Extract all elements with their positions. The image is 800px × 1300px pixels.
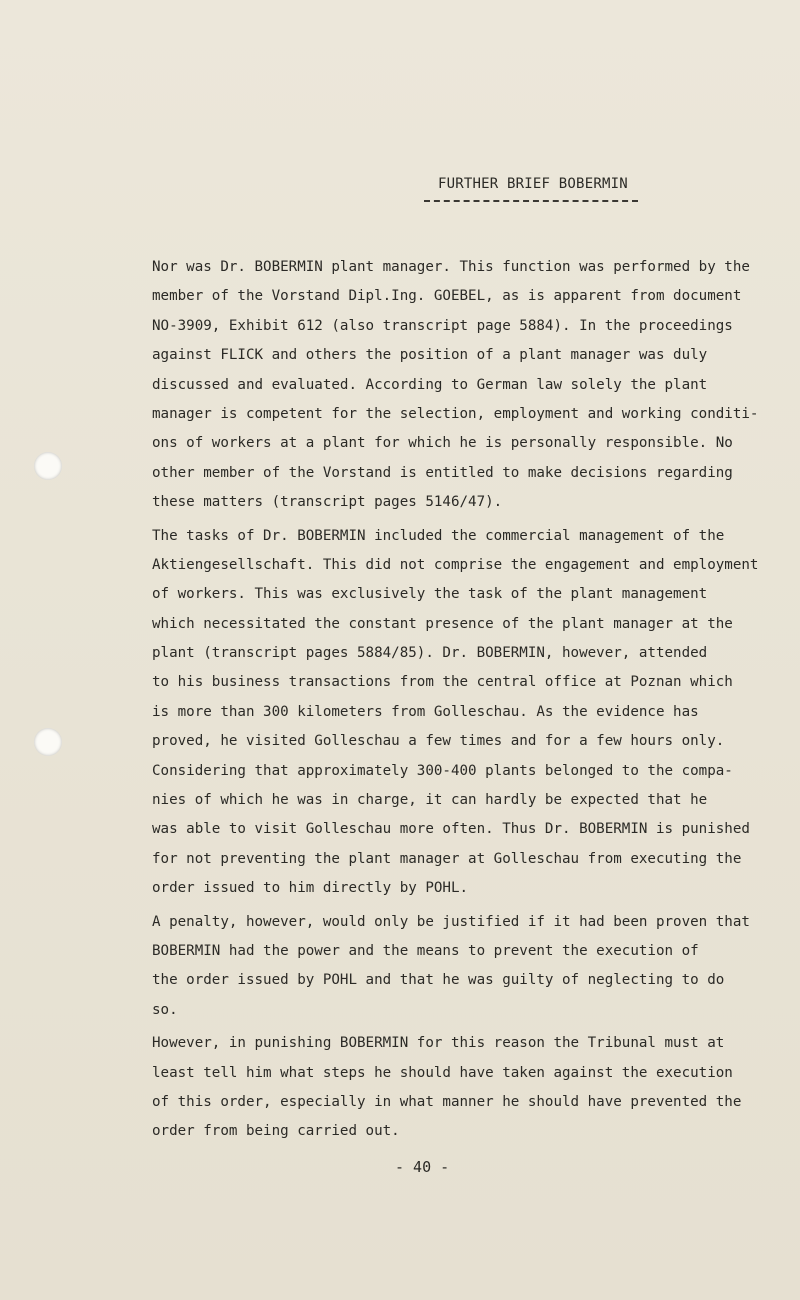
text-line: ons of workers at a plant for which he is personally responsible. No (152, 435, 733, 452)
heading-underline (424, 200, 638, 202)
text-line: However, in punishing BOBERMIN for this reason the Tribunal must at (152, 1035, 725, 1052)
text-line: BOBERMIN had the power and the means to prevent the execution of (152, 942, 699, 959)
text-line: is more than 300 kilometers from Golleschau. As the evidence has (152, 703, 699, 720)
text-line: of workers. This was exclusively the task of the plant management (152, 586, 708, 603)
text-line: of this order, especially in what manner he should have prevented the (152, 1093, 742, 1110)
paragraph (152, 908, 762, 1026)
text-line: plant (transcript pages 5884/85). Dr. BOBERMIN, however, attended (152, 645, 708, 662)
paragraph (152, 1029, 762, 1147)
text-line: these matters (transcript pages 5146/47). (152, 494, 503, 511)
text-line: The tasks of Dr. BOBERMIN included the commercial management of the (152, 527, 725, 544)
text-line: least tell him what steps he should have taken against the execution (152, 1064, 733, 1081)
text-line: the order issued by POHL and that he was guilty of neglecting to do (152, 972, 725, 989)
paragraph (152, 253, 762, 518)
text-line: for not preventing the plant manager at Golleschau from executing the (152, 850, 742, 867)
document-heading: FURTHER BRIEF BOBERMIN (438, 176, 628, 192)
text-line: order issued to him directly by POHL. (152, 880, 469, 897)
text-line: Considering that approximately 300-400 plants belonged to the compa- (152, 762, 733, 779)
text-line: NO-3909, Exhibit 612 (also transcript page 5884). In the proceedings (152, 317, 733, 334)
text-line: was able to visit Golleschau more often. Thus Dr. BOBERMIN is punished (152, 821, 750, 838)
text-line: other member of the Vorstand is entitled to make decisions regarding (152, 464, 733, 481)
text-line: to his business transactions from the central office at Poznan which (152, 674, 733, 691)
text-line: Aktiengesellschaft. This did not comprise the engagement and employment (152, 556, 759, 573)
text-line: order from being carried out. (152, 1123, 400, 1140)
paragraph (152, 522, 762, 904)
text-line: A penalty, however, would only be justified if it had been proven that (152, 913, 750, 930)
text-line: proved, he visited Golleschau a few times and for a few hours only. (152, 733, 725, 750)
document-body (152, 253, 762, 1147)
text-line: so. (152, 1001, 178, 1018)
text-line: against FLICK and others the position of a plant manager was duly (152, 347, 708, 364)
punch-hole-lower (34, 728, 62, 756)
punch-hole-upper (34, 452, 62, 480)
page-number: - 40 - (395, 1158, 450, 1176)
text-line: discussed and evaluated. According to German law solely the plant (152, 376, 708, 393)
text-line: member of the Vorstand Dipl.Ing. GOEBEL, as is apparent from document (152, 288, 742, 305)
text-line: manager is competent for the selection, employment and working conditi- (152, 405, 759, 422)
text-line: Nor was Dr. BOBERMIN plant manager. This function was performed by the (152, 259, 750, 275)
text-line: nies of which he was in charge, it can hardly be expected that he (152, 792, 708, 809)
text-line: which necessitated the constant presence of the plant manager at the (152, 615, 733, 632)
